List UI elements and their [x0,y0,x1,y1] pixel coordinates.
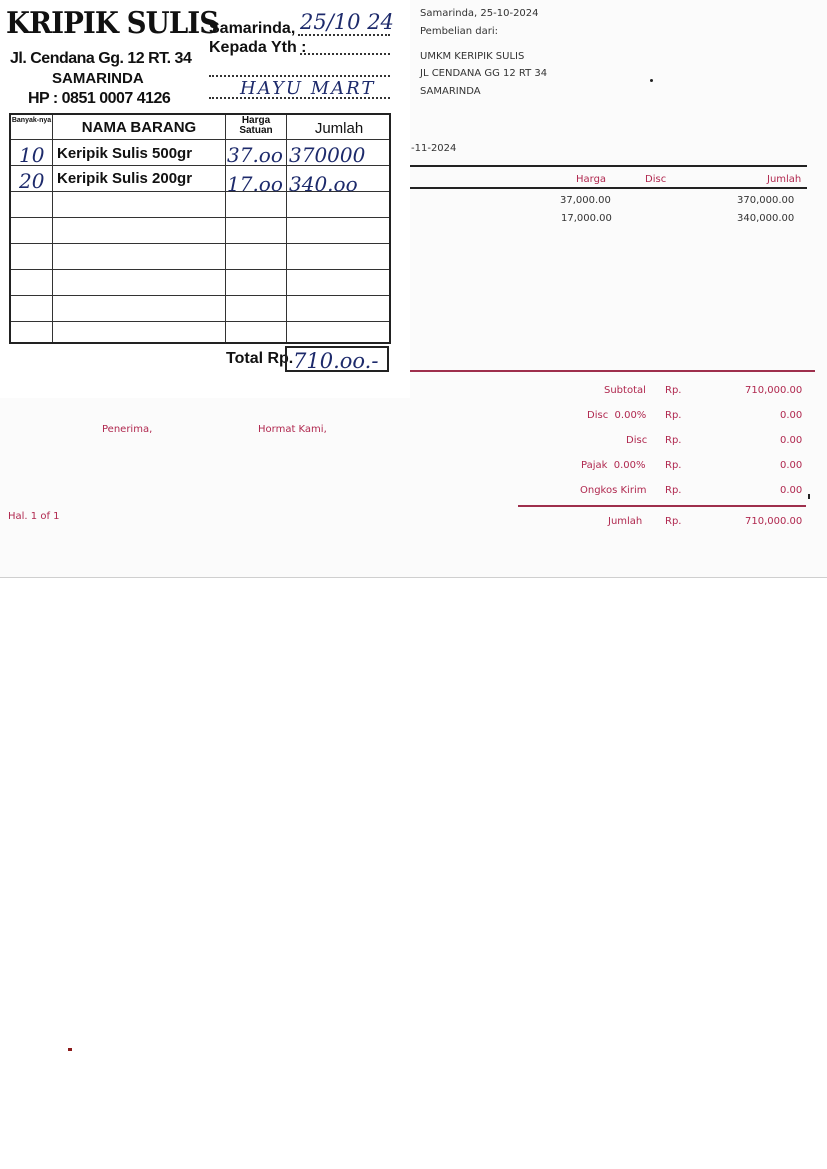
item-amount: 370000 [289,143,366,167]
tax-currency: Rp. [665,460,682,471]
total-label: Total Rp. [226,350,294,367]
recipient-dotted-line [209,75,390,77]
column-header-disc: Disc [645,174,667,185]
due-date-fragment: -11-2024 [411,143,457,154]
brand-title: KRIPIK SULIS [6,6,219,41]
place-label: Samarinda, [209,20,296,37]
grand-total-label: Jumlah [608,516,643,527]
receiver-label: Penerima, [102,424,153,435]
scan-speck [68,1048,72,1051]
vendor-line: JL CENDANA GG 12 RT 34 [420,68,548,79]
page-edge [0,577,827,578]
shipping-value: 0.00 [780,485,803,496]
discount-value: 0.00 [780,435,803,446]
header-item-name: NAMA BARANG [81,119,197,136]
grand-total-currency: Rp. [665,516,682,527]
vendor-line: UMKM KERIPIK SULIS [420,51,525,62]
date-dotted-line [298,34,390,36]
discount-label: Disc [626,435,648,446]
tax-value: 0.00 [780,460,803,471]
items-table [9,113,391,344]
table-header-rule [410,187,807,189]
grand-total-value: 710,000.00 [745,516,803,527]
tax-label: Pajak 0.00% [581,460,646,471]
item-name: Keripik Sulis 500gr [57,145,193,162]
item-price: 37.oo [227,143,283,167]
note-address: Jl. Cendana Gg. 12 RT. 34 [10,50,192,67]
discount-percent-currency: Rp. [665,410,682,421]
scan-speck [650,79,653,82]
row-amount: 340,000.00 [737,213,795,224]
subtotal-value: 710,000.00 [745,385,803,396]
item-amount: 340.oo [289,172,358,196]
note-city: SAMARINDA [52,70,144,87]
row-price: 37,000.00 [560,195,611,206]
header-unit-price: Harga Satuan [239,115,273,136]
subtotal-label: Subtotal [604,385,646,396]
item-name: Keripik Sulis 200gr [57,170,193,187]
scan-speck [808,494,810,499]
item-qty: 10 [19,143,45,167]
item-price: 17.oo [227,172,283,196]
discount-currency: Rp. [665,435,682,446]
handwritten-recipient: HAYU MART [240,78,376,99]
shipping-currency: Rp. [665,485,682,496]
subtotal-currency: Rp. [665,385,682,396]
header-qty: Banyak-nya [11,117,52,124]
header-amount: Jumlah [314,120,364,137]
discount-percent-value: 0.00 [780,410,803,421]
row-price: 17,000.00 [561,213,612,224]
discount-percent-label: Disc 0.00% [587,410,647,421]
recipient-label: Kepada Yth : [209,39,307,56]
recipient-dotted-line [300,53,390,55]
table-top-rule [410,165,807,167]
table-bottom-rule [410,370,815,372]
column-header-jumlah: Jumlah [767,174,802,185]
grand-total-rule [518,505,806,507]
note-phone: HP : 0851 0007 4126 [28,90,171,107]
vendor-line: SAMARINDA [420,86,481,97]
column-header-harga: Harga [576,174,607,185]
shipping-label: Ongkos Kirim [580,485,647,496]
handwritten-total: 710.oo.- [293,349,379,373]
row-amount: 370,000.00 [737,195,795,206]
regards-label: Hormat Kami, [258,424,327,435]
place-date: Samarinda, 25-10-2024 [420,8,539,19]
handwritten-date: 25/10 24 [300,10,394,34]
item-qty: 20 [19,169,45,193]
page-number: Hal. 1 of 1 [8,511,60,522]
purchase-from-label: Pembelian dari: [420,26,499,37]
